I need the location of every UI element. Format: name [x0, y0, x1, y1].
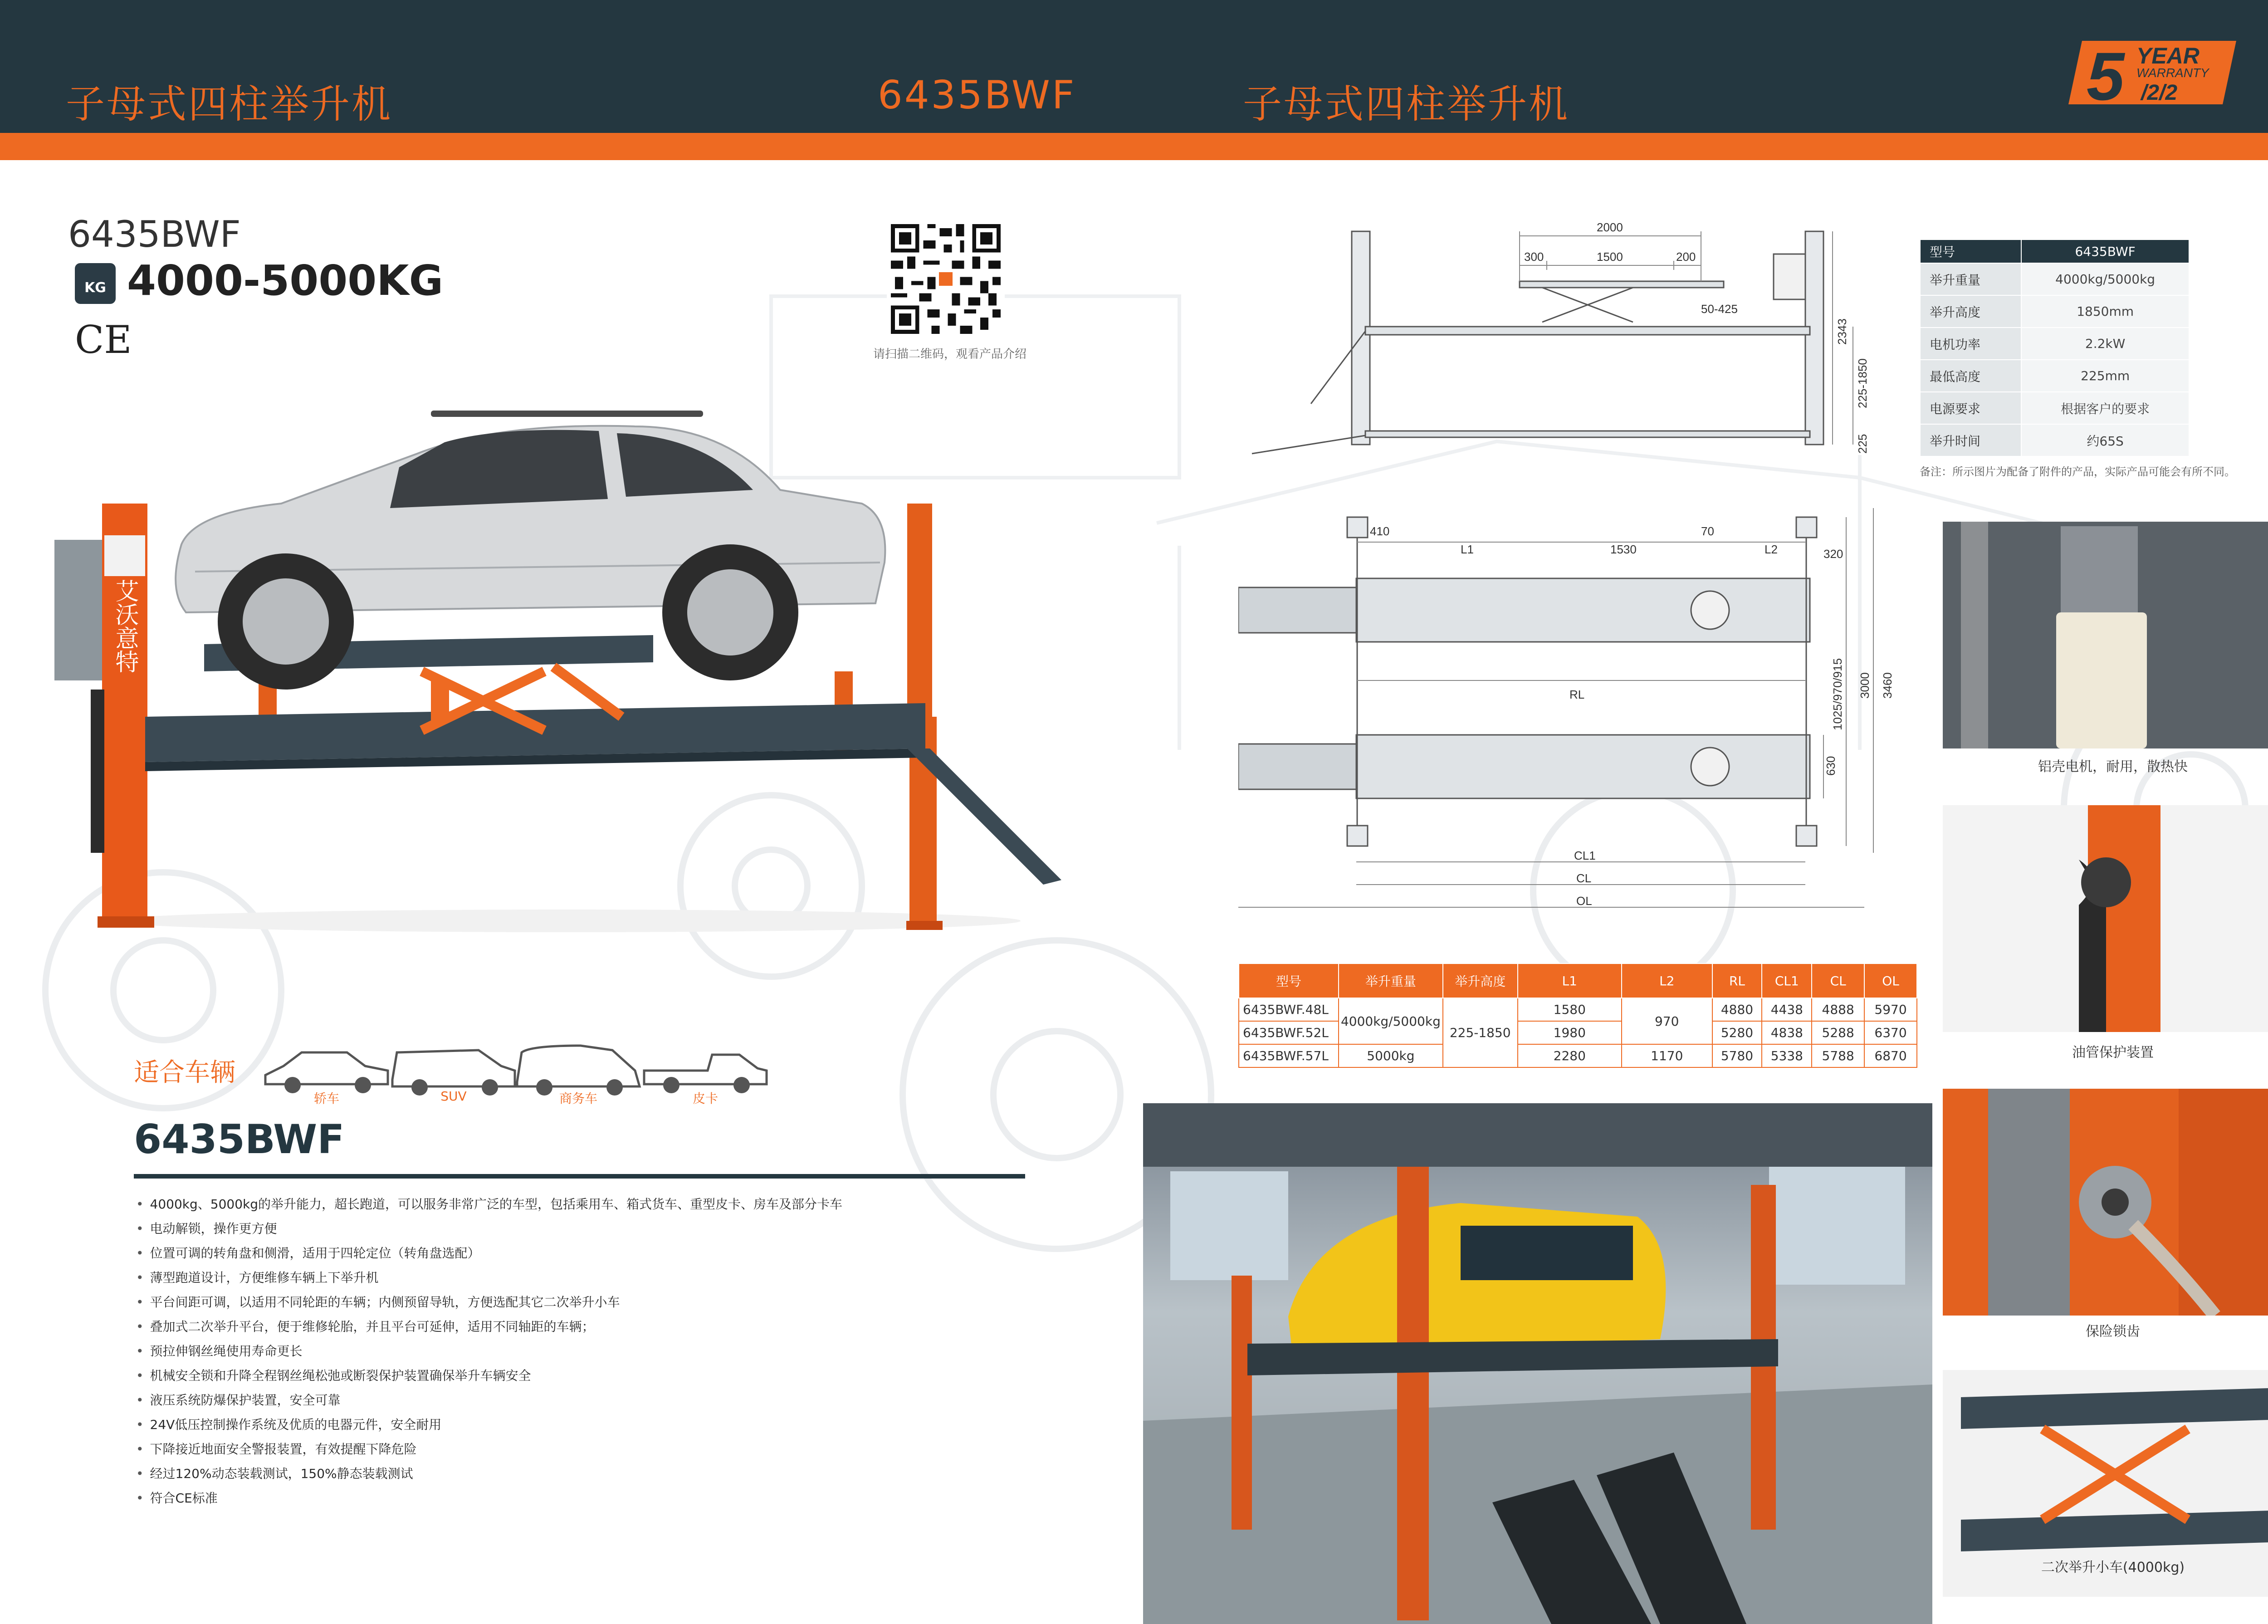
dim-225-1850: 225-1850 [1856, 358, 1869, 408]
spec-value: 4000kg/5000kg [2021, 263, 2189, 295]
feature-item: • 位置可调的转角盘和侧滑，适用于四轮定位（转角盘选配） [136, 1241, 1021, 1266]
warranty-line1: YEAR [2136, 43, 2200, 68]
spec-row [1920, 240, 2189, 263]
warranty-badge [2068, 36, 2241, 127]
spec-label: 型号 [1920, 240, 2021, 263]
spec-label: 举升时间 [1920, 424, 2021, 456]
hose-guard-photo [1943, 805, 2268, 1032]
variant-RL: 4880 [1712, 998, 1762, 1021]
dim-L2: L2 [1765, 543, 1778, 556]
variants-header: RL [1712, 964, 1762, 998]
weight-icon [75, 263, 116, 304]
variant-model: 6435BWF.48L [1239, 998, 1339, 1021]
feature-item: • 经过120%动态装载测试，150%静态装载测试 [136, 1462, 1021, 1486]
spec-row [1920, 295, 2189, 328]
suitable-vehicles-title: 适合车辆 [134, 1058, 235, 1087]
variants-header: CL [1812, 964, 1864, 998]
safety-lock-photo [1943, 1089, 2268, 1316]
variant-CL1: 5338 [1762, 1044, 1812, 1067]
feature-item: • 4000kg、5000kg的举升能力，超长跑道，可以服务非常广泛的车型，包括乘用车、箱式货车、重型皮卡、房车及部分卡车 [136, 1192, 1021, 1217]
product-model-label: 6435BWF [68, 213, 241, 255]
feature-item: • 符合CE标准 [136, 1486, 1021, 1511]
ce-mark: CE [75, 318, 132, 362]
feature-item: • 叠加式二次举升平台，便于维修轮胎，并且平台可延伸，适用不同轴距的车辆； [136, 1315, 1021, 1339]
spec-row [1920, 360, 2189, 392]
dim-1500: 1500 [1597, 250, 1623, 264]
side-view-drawing [1243, 213, 1914, 467]
variant-L1: 1980 [1518, 1021, 1622, 1044]
feature-item: • 24V低压控制操作系统及优质的电器元件，安全耐用 [136, 1413, 1021, 1437]
spec-row [1920, 328, 2189, 360]
features-divider [134, 1174, 1025, 1179]
dim-RL: RL [1569, 688, 1585, 701]
dim-320: 320 [1823, 547, 1843, 561]
hose-guard-caption: 油管保护装置 [2072, 1045, 2154, 1061]
qr-caption: 请扫描二维码，观看产品介绍 [873, 347, 1027, 361]
brand-vertical-text: 艾沃意特 [111, 579, 138, 673]
header-title-right: 子母式四柱举升机 [1243, 82, 1569, 127]
spec-table [1920, 239, 2190, 457]
table-row [1239, 1044, 1917, 1067]
variant-CL1: 4438 [1762, 998, 1812, 1021]
vehicle-label-suv: SUV [440, 1089, 467, 1104]
header-title-center: 6435BWF [878, 73, 1076, 118]
sub-platform-caption: 二次举升小车(4000kg) [2041, 1560, 2185, 1575]
variant-RL: 5780 [1712, 1044, 1762, 1067]
dim-CL1: CL1 [1574, 849, 1596, 862]
dim-L1: L1 [1461, 543, 1474, 556]
dim-2000: 2000 [1597, 220, 1623, 234]
motor-caption: 铝壳电机，耐用，散热快 [2038, 759, 2188, 775]
variant-OL: 6370 [1864, 1021, 1917, 1044]
variants-header: 举升重量 [1339, 964, 1443, 998]
variant-CL1: 4838 [1762, 1021, 1812, 1044]
feature-item: • 电动解锁，操作更方便 [136, 1217, 1021, 1241]
header-title-left: 子母式四柱举升机 [66, 82, 392, 127]
variants-header: CL1 [1762, 964, 1812, 998]
spec-value: 1850mm [2021, 295, 2189, 328]
dim-200: 200 [1676, 250, 1696, 264]
lift-illustration [45, 399, 1089, 944]
qr-code[interactable] [887, 220, 1005, 338]
dim-1530: 1530 [1610, 543, 1637, 556]
table-row [1239, 998, 1917, 1021]
spec-row [1920, 424, 2189, 456]
dim-3460: 3460 [1881, 672, 1894, 699]
variants-header: 型号 [1239, 964, 1339, 998]
feature-item: • 平台间距可调，以适用不同轮距的车辆；内侧预留导轨，方便选配其它二次举升小车 [136, 1290, 1021, 1315]
safety-lock-caption: 保险锁齿 [2086, 1324, 2140, 1340]
variant-CL: 5288 [1812, 1021, 1864, 1044]
variant-CL: 5788 [1812, 1044, 1864, 1067]
feature-item: • 预拉伸钢丝绳使用寿命更长 [136, 1339, 1021, 1364]
dim-OL: OL [1576, 894, 1592, 908]
dim-3000: 3000 [1858, 672, 1872, 699]
variant-L1: 2280 [1518, 1044, 1622, 1067]
dim-225: 225 [1856, 434, 1869, 454]
feature-item: • 液压系统防爆保护装置，安全可靠 [136, 1388, 1021, 1413]
variants-table [1238, 963, 1917, 1068]
dim-CL: CL [1576, 871, 1592, 885]
variants-header-row [1239, 964, 1917, 998]
variants-header: L1 [1518, 964, 1622, 998]
spec-label: 电机功率 [1920, 328, 2021, 360]
spec-note: 备注：所示图片为配备了附件的产品，实际产品可能会有所不同。 [1920, 465, 2235, 478]
variant-CL: 4888 [1812, 998, 1864, 1021]
spec-value: 225mm [2021, 360, 2189, 392]
variants-header: OL [1864, 964, 1917, 998]
feature-item: • 薄型跑道设计，方便维修车辆上下举升机 [136, 1266, 1021, 1290]
variant-model: 6435BWF.57L [1239, 1044, 1339, 1067]
dim-630: 630 [1824, 756, 1838, 776]
dim-2343: 2343 [1835, 318, 1849, 345]
weight-icon-label: KG [84, 280, 106, 296]
feature-item: • 机械安全锁和升降全程钢丝绳松弛或断裂保护装置确保举升车辆安全 [136, 1364, 1021, 1388]
workshop-photo [1143, 1103, 1932, 1624]
motor-photo [1943, 522, 2268, 748]
variant-RL: 5280 [1712, 1021, 1762, 1044]
dim-300: 300 [1524, 250, 1544, 264]
variant-L1: 1580 [1518, 998, 1622, 1021]
spec-value: 2.2kW [2021, 328, 2189, 360]
variant-lift-height: 225-1850 [1443, 998, 1518, 1067]
variant-L2: 970 [1622, 998, 1712, 1044]
features-title: 6435BWF [134, 1116, 345, 1163]
vehicle-label-mpv: 商务车 [559, 1091, 597, 1106]
header-stripe [0, 133, 2268, 160]
top-view-drawing [1238, 508, 1919, 930]
vehicle-label-pickup: 皮卡 [692, 1091, 718, 1106]
capacity-value: 4000-5000KG [127, 256, 444, 305]
spec-label: 最低高度 [1920, 360, 2021, 392]
spec-value: 约65S [2021, 424, 2189, 456]
dim-1025: 1025/970/915 [1831, 658, 1844, 730]
warranty-line2: WARRANTY [2136, 66, 2209, 80]
variant-weight: 5000kg [1339, 1044, 1443, 1067]
dim-70: 70 [1701, 524, 1714, 538]
variants-header: 举升高度 [1443, 964, 1518, 998]
vehicle-label-sedan: 轿车 [313, 1091, 339, 1106]
variant-OL: 6870 [1864, 1044, 1917, 1067]
dim-50-425: 50-425 [1701, 302, 1738, 316]
dim-410: 410 [1370, 524, 1390, 538]
feature-item: • 下降接近地面安全警报装置，有效提醒下降危险 [136, 1437, 1021, 1462]
warranty-terms: /2/2 [2141, 81, 2178, 105]
spec-label: 电源要求 [1920, 392, 2021, 424]
variant-weight: 4000kg/5000kg [1339, 998, 1443, 1044]
variants-header: L2 [1622, 964, 1712, 998]
warranty-number: 5 [2087, 38, 2125, 114]
spec-value: 根据客户的要求 [2021, 392, 2189, 424]
control-box [54, 540, 104, 680]
spec-value: 6435BWF [2021, 240, 2189, 263]
variant-OL: 5970 [1864, 998, 1917, 1021]
spec-label: 举升高度 [1920, 295, 2021, 328]
variant-L2: 1170 [1622, 1044, 1712, 1067]
spec-row [1920, 263, 2189, 295]
variant-model: 6435BWF.52L [1239, 1021, 1339, 1044]
spec-label: 举升重量 [1920, 263, 2021, 295]
spec-row [1920, 392, 2189, 424]
feature-list [136, 1192, 1021, 1511]
